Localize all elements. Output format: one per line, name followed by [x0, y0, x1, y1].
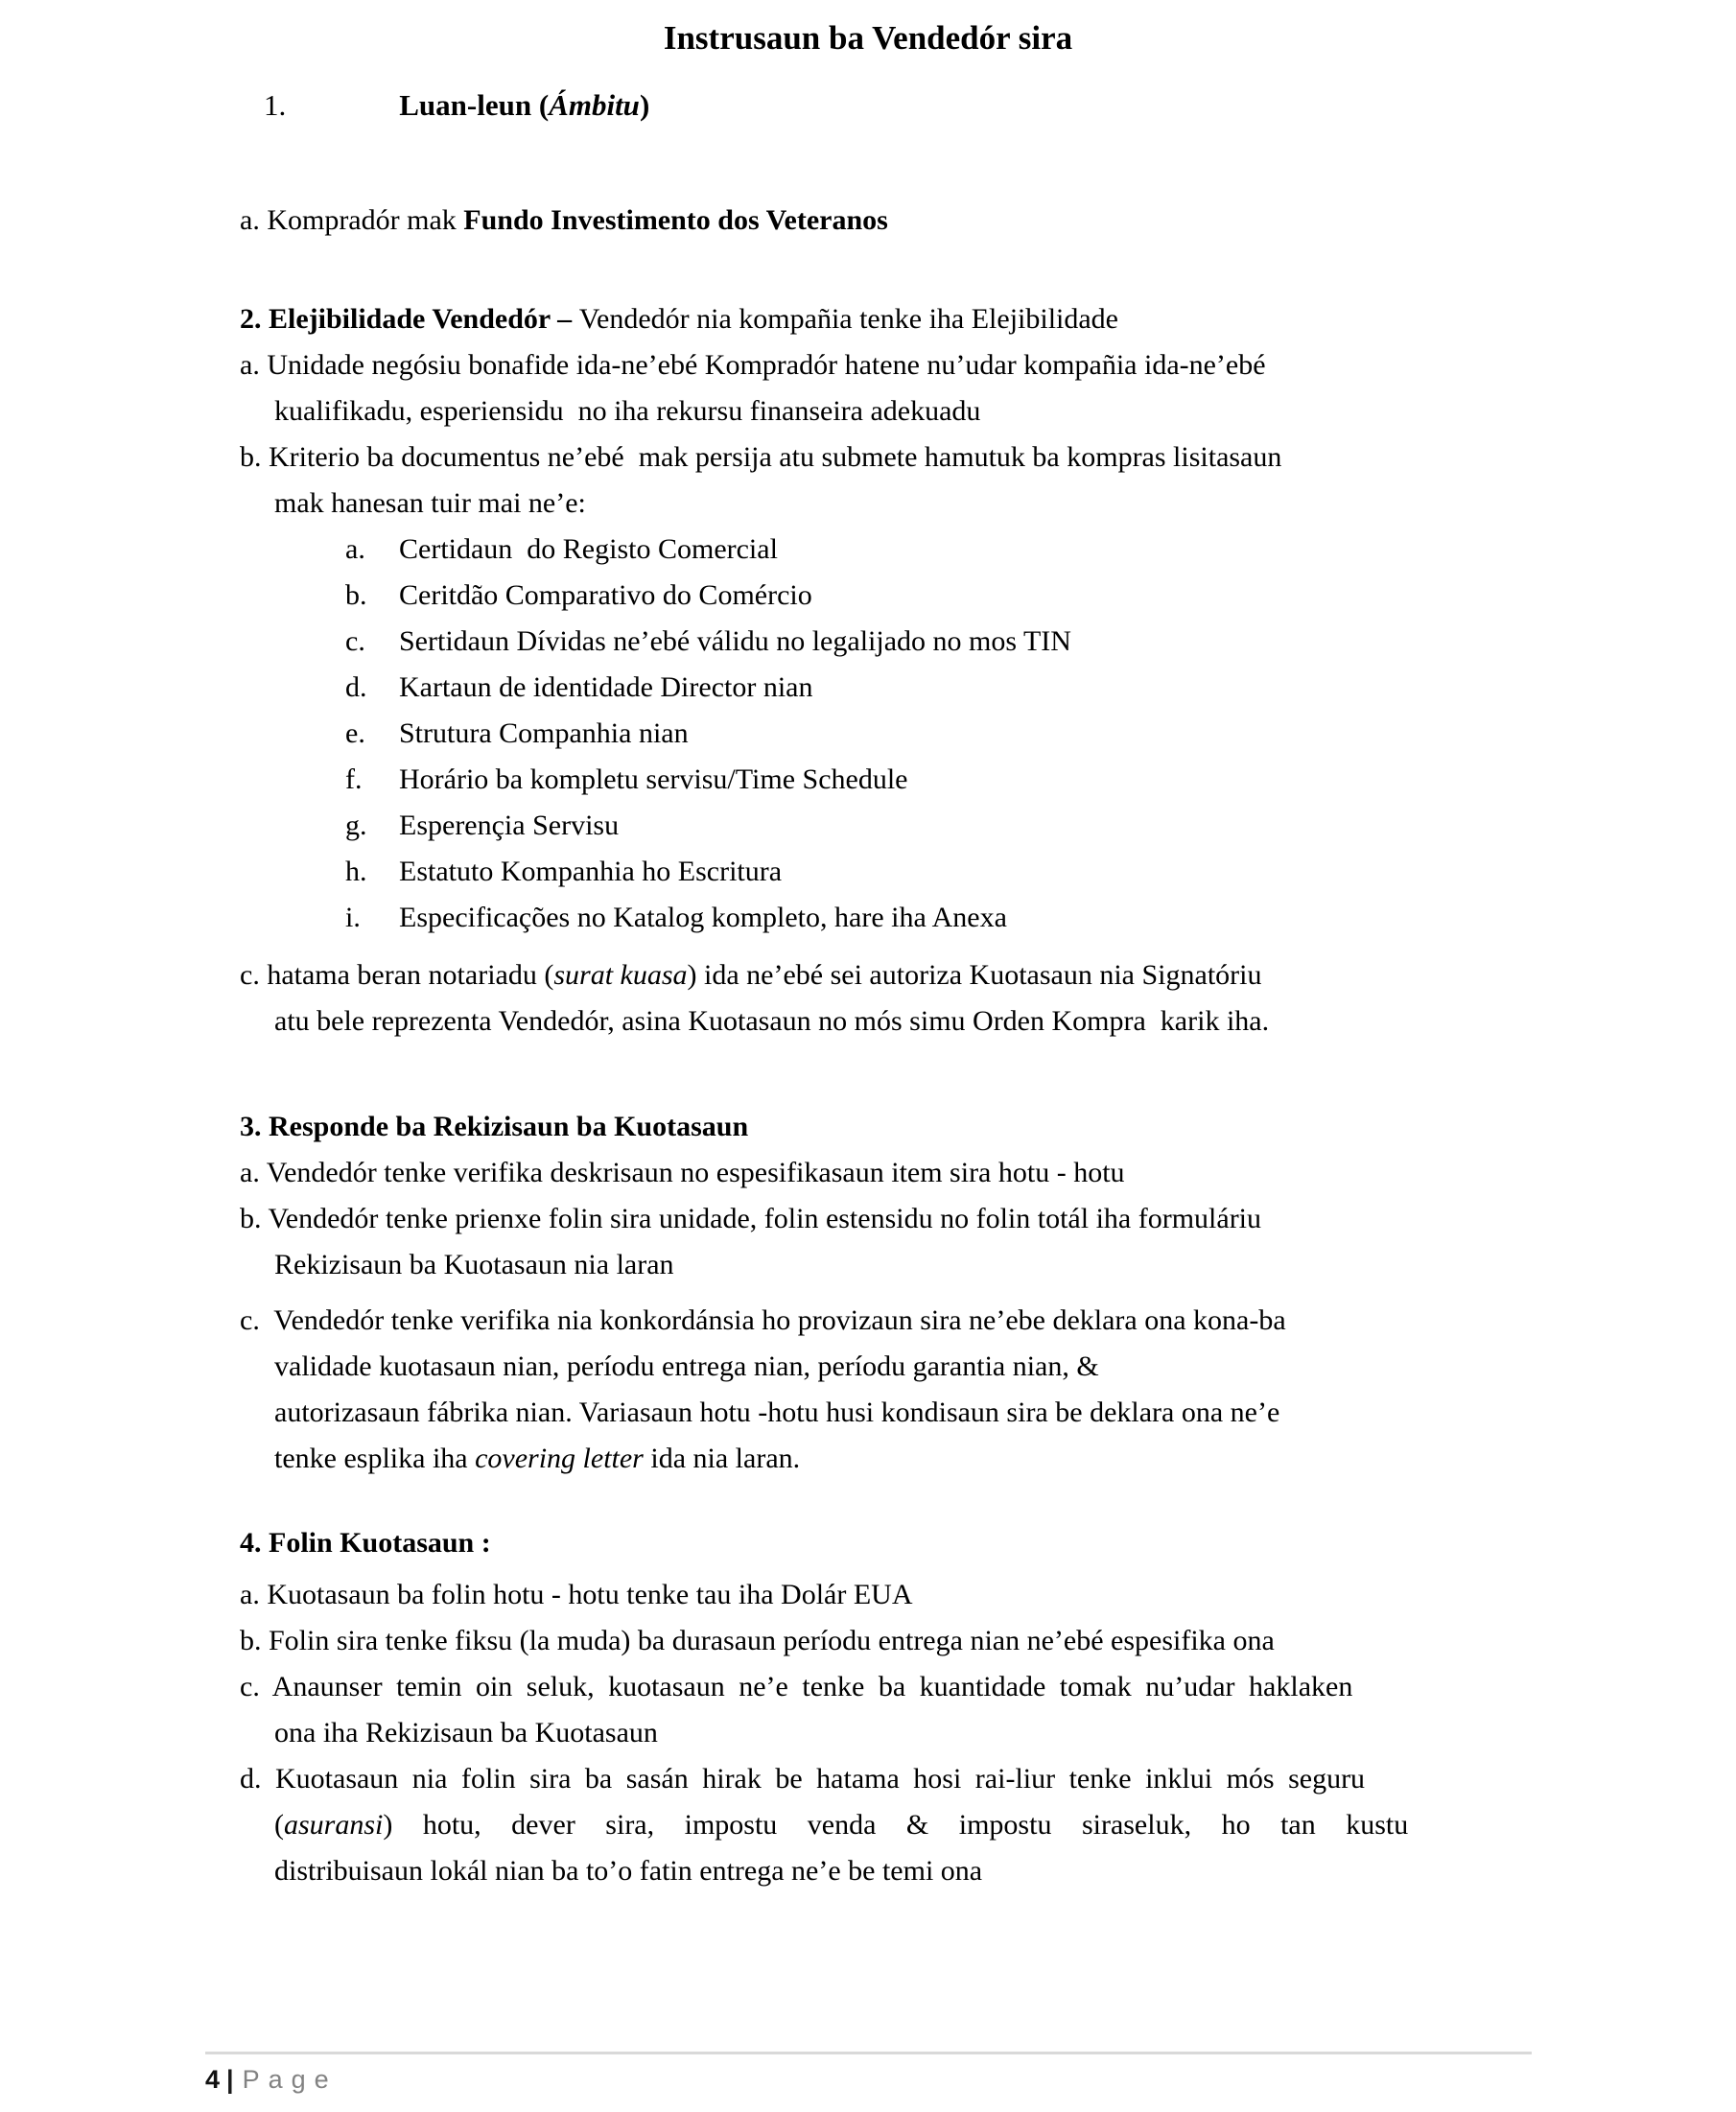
item-4b: b. Folin sira tenke fiksu (la muda) ba durasaun períodu entrega nian ne’ebé espesifika ona: [240, 1625, 1275, 1656]
sublist-item-text: Especificações no Katalog kompleto, hare iha Anexa: [399, 902, 1007, 933]
item-3b: b. Vendedór tenke prienxe folin sira unidade, folin estensidu no folin totál iha formuláriu Rekizisaun ba Kuotasaun nia laran: [240, 1203, 1262, 1280]
footer: [205, 2062, 338, 2097]
sublist-item-number: e.: [345, 717, 365, 749]
item-2c: c. hatama beran notariadu (surat kuasa) ida ne’ebé sei autoriza Kuotasaun nia Signatóriu atu bele reprezenta Vendedór, asina Kuotasaun no mós simu Orden Kompra karik iha.: [240, 959, 1270, 1037]
sublist-item-number: d.: [345, 671, 367, 703]
sublist-item-number: a.: [345, 533, 365, 565]
item-4d: d. Kuotasaun nia folin sira ba sasán hirak be hatama hosi rai-liur tenke inklui mós seguru (asuransi) hotu, dever sira, impostu venda & impostu siraseluk, ho tan kustu distribuisaun lokál nian ba to’o fatin entrega ne’e be temi ona: [240, 1763, 1409, 1887]
sublist-item-number: b.: [345, 579, 367, 611]
sublist-item-number: h.: [345, 856, 367, 887]
sublist-item-number: f.: [345, 763, 363, 795]
section-1-heading: [240, 82, 1496, 129]
sublist-item-number: c.: [345, 625, 365, 657]
item-3c: c. Vendedór tenke verifika nia konkordánsia ho provizaun sira ne’ebe deklara ona kona-ba validade kuotasaun nian, períodu entrega nian, períodu garantia nian, & autorizasaun fábrika nian. Variasaun hotu -hotu husi kondisaun sira be deklara ona ne’e tenke esplika iha covering letter ida nia laran.: [240, 1304, 1286, 1474]
sublist-item-text: Ceritdão Comparativo do Comércio: [399, 579, 812, 611]
item-2a: a. Unidade negósiu bonafide ida-ne’ebé Kompradór hatene nu’udar kompañia ida-ne’ebé kualifikadu, esperiensidu no iha rekursu finanseira adekuadu: [240, 349, 1266, 427]
sublist-item-text: Estatuto Kompanhia ho Escritura: [399, 856, 783, 887]
footer-page-label: Page: [242, 2065, 338, 2094]
sublist-item: [240, 895, 1496, 941]
sublist-item-number: g.: [345, 810, 367, 841]
sublist: [240, 527, 1496, 941]
item-1a: a. Kompradór mak Fundo Investimento dos Veteranos: [240, 204, 888, 236]
sublist-item: [240, 757, 1496, 803]
section-1-number: 1.: [264, 88, 287, 122]
section-3-heading: 3. Responde ba Rekizisaun ba Kuotasaun: [240, 1111, 749, 1142]
footer-separator: |: [226, 2065, 234, 2094]
sublist-item: [240, 665, 1496, 711]
sublist-item-text: Kartaun de identidade Director nian: [399, 671, 813, 703]
document-title: Instrusaun ba Vendedór sira: [663, 19, 1073, 57]
sublist-item-text: Horário ba kompletu servisu/Time Schedule: [399, 763, 908, 795]
section-1-title: Luan-leun (Ámbitu): [399, 88, 650, 122]
sublist-item-text: Certidaun do Registo Comercial: [399, 533, 778, 565]
sublist-item-text: Esperençia Servisu: [399, 810, 620, 841]
item-4a: a. Kuotasaun ba folin hotu - hotu tenke tau iha Dolár EUA: [240, 1579, 913, 1610]
sublist-item: [240, 803, 1496, 849]
sublist-item: [240, 849, 1496, 895]
sublist-item: [240, 573, 1496, 619]
item-2b: b. Kriterio ba documentus ne’ebé mak persija atu submete hamutuk ba kompras lisitasaun mak hanesan tuir mai ne’e:: [240, 441, 1282, 519]
item-4c: c. Anaunser temin oin seluk, kuotasaun ne’e tenke ba kuantidade tomak nu’udar haklaken ona iha Rekizisaun ba Kuotasaun: [240, 1671, 1353, 1748]
sublist-item-text: Strutura Companhia nian: [399, 717, 689, 749]
section-4-heading: 4. Folin Kuotasaun :: [240, 1527, 491, 1559]
footer-divider: [205, 2052, 1532, 2054]
sublist-item: [240, 711, 1496, 757]
sublist-item: [240, 527, 1496, 573]
footer-page-number: 4: [205, 2065, 221, 2094]
sublist-item-text: Sertidaun Dívidas ne’ebé válidu no legalijado no mos TIN: [399, 625, 1071, 657]
sublist-item-number: i.: [345, 902, 361, 933]
sublist-item: [240, 619, 1496, 665]
item-3a: a. Vendedór tenke verifika deskrisaun no espesifikasaun item sira hotu - hotu: [240, 1157, 1125, 1188]
section-2-heading: 2. Elejibilidade Vendedór – Vendedór nia kompañia tenke iha Elejibilidade: [240, 303, 1118, 335]
